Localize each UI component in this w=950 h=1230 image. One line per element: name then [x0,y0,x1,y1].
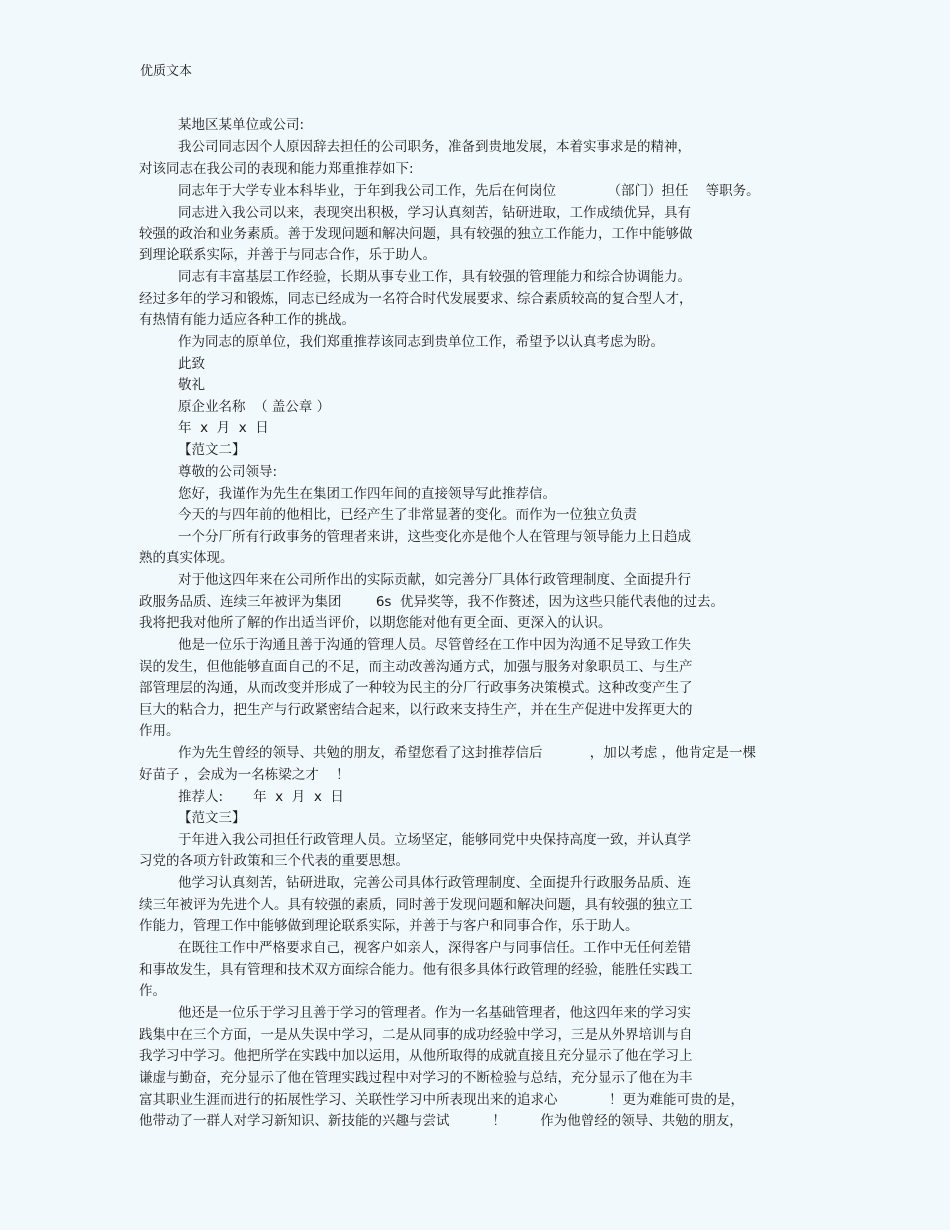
text-line: 【范文三】 [178,810,246,826]
page-header: 优质文本 [140,64,193,79]
text-line: 经过多年的学习和锻炼，同志已经成为一名符合时代发展要求、综合素质较高的复合型人才， [139,291,693,307]
text-line: 敬礼 [178,377,205,393]
text-line: 我学习中学习。他把所学在实践中加以运用，从他所取得的成就直接且充分显示了他在学习上 [139,1048,693,1064]
text-line: 较强的政治和业务素质。善于发现问题和解决问题，具有较强的独立工作能力，工作中能够做 [139,226,693,242]
text-line: 同志有丰富基层工作经验，长期从事专业工作，具有较强的管理能力和综合协调能力。 [178,269,691,285]
text-line: 续三年被评为先进个人。具有较强的素质，同时善于发现问题和解决问题，具有较强的独立工 [139,897,693,913]
text-line: 习党的各项方针政策和三个代表的重要思想。 [139,853,409,869]
text-line: 好苗子 ，会成为一名栋梁之才 ！ [139,767,350,783]
text-line: 在既往工作中严格要求自己，视客户如亲人，深得客户与同事信任。工作中无任何差错 [178,940,691,956]
text-line: 他是一位乐于沟通且善于沟通的管理人员。尽管曾经在工作中因为沟通不足导致工作失 [178,637,691,653]
text-line: 对于他这四年来在公司所作出的实际贡献，如完善分厂具体行政管理制度、全面提升行 [178,572,691,588]
text-line: 一个分厂所有行政事务的管理者来讲，这些变化亦是他个人在管理与领导能力上日趋成 [178,529,691,545]
text-line: 您好，我谨作为先生在集团工作四年间的直接领导写此推荐信。 [178,486,556,502]
text-line: 年 x 月 x 日 [178,420,269,436]
text-line: 于年进入我公司担任行政管理人员。立场坚定，能够同党中央保持高度一致，并认真学 [178,832,691,848]
text-line: 践集中在三个方面，一是从失误中学习，二是从同事的成功经验中学习，三是从外界培训与自 [139,1027,693,1043]
text-line: 作能力，管理工作中能够做到理论联系实际，并善于与客户和同事合作，乐于助人。 [139,918,639,934]
text-line: 作。 [139,983,166,999]
text-line: 今天的与四年前的他相比，已经产生了非常显著的变化。而作为一位独立负责 [178,507,637,523]
text-line: 熟的真实体现。 [139,550,234,566]
text-line: 部管理层的沟通，从而改变并形成了一种较为民主的分厂行政事务决策模式。这种改变产生了 [139,680,693,696]
text-line: 【范文二】 [178,442,246,458]
text-line: 同志年于大学专业本科毕业，于年到我公司工作，先后在何岗位 （部门）担任 等职务。 [178,183,760,199]
text-line: 有热情有能力适应各种工作的挑战。 [139,312,355,328]
text-line: 尊敬的公司领导: [178,464,278,480]
text-line: 某地区某单位或公司: [178,117,305,133]
text-line: 原企业名称 （ 盖公章 ） [178,399,331,415]
text-line: 误的发生，但他能够直面自己的不足，而主动改善沟通方式，加强与服务对象职员工、与生产 [139,659,693,675]
text-line: 此致 [178,356,205,372]
text-line: 谦虚与勤奋，充分显示了他在管理实践过程中对学习的不断检验与总结，充分显示了他在为丰 [139,1070,693,1086]
text-line: 他还是一位乐于学习且善于学习的管理者。作为一名基础管理者，他这四年来的学习实 [178,1005,691,1021]
text-line: 作为先生曾经的领导、共勉的朋友，希望您看了这封推荐信后 ，加以考虑 ，他肯定是一棵 [178,745,756,761]
text-line: 政服务品质、连续三年被评为集团 6s 优异奖等，我不作赘述，因为这些只能代表他的过去。 [139,594,725,610]
text-line: 同志进入我公司以来，表现突出积极，学习认真刻苦，钻研进取，工作成绩优异，具有 [178,205,691,221]
text-line: 巨大的粘合力，把生产与行政紧密结合起来，以行政来支持生产，并在生产促进中发挥更大的 [139,702,693,718]
text-line: 我将把我对他所了解的作出适当评价，以期您能对他有更全面、更深入的认识。 [139,615,612,631]
text-line: 富其职业生涯而进行的拓展性学习、关联性学习中所表现出来的追求心 ！更为难能可贵的是， [139,1092,744,1108]
text-line: 对该同志在我公司的表现和能力郑重推荐如下: [139,161,414,177]
text-line: 他学习认真刻苦，钻研进取，完善公司具体行政管理制度、全面提升行政服务品质、连 [178,875,691,891]
text-line: 推荐人: 年 x 月 x 日 [178,789,344,805]
text-line: 我公司同志因个人原因辞去担任的公司职务，准备到贵地发展，本着实事求是的精神， [178,139,691,155]
text-line: 他带动了一群人对学习新知识、新技能的兴趣与尝试 ！ 作为他曾经的领导、共勉的朋友， [139,1113,743,1129]
text-line: 作为同志的原单位，我们郑重推荐该同志到贵单位工作，希望予以认真考虑为盼。 [178,334,664,350]
text-line: 作用。 [139,723,180,739]
text-line: 到理论联系实际，并善于与同志合作，乐于助人。 [139,247,436,263]
text-line: 和事故发生，具有管理和技术双方面综合能力。他有很多具体行政管理的经验，能胜任实践工 [139,962,693,978]
